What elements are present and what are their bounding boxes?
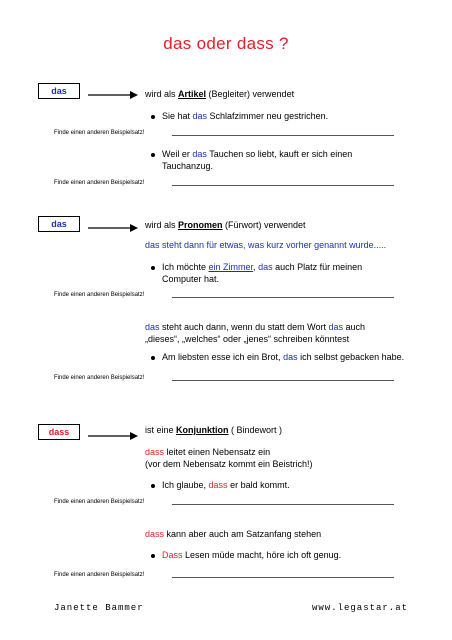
fill-prompt: Finde einen anderen Beispielsatz!	[54, 292, 145, 298]
tag-box-artikel	[38, 83, 80, 99]
page-title: das oder dass ?	[163, 34, 289, 53]
intro-konjunktion: ist eine Konjunktion ( Bindewort )	[145, 425, 283, 435]
rule-pronomen-2-line2: „dieses“, „welches“ oder „jenes“ schreiben könntest	[145, 334, 350, 344]
tag-box-konjunktion	[38, 424, 80, 440]
example-artikel-2: Weil er das Tauchen so liebt, kauft er sich einen	[162, 149, 353, 159]
example-konjunktion-1: Ich glaube, dass er bald kommt.	[162, 480, 290, 490]
footer-site: www.legastar.at	[312, 603, 409, 613]
answer-line[interactable]	[172, 380, 394, 381]
bullet-icon	[151, 266, 155, 270]
example-artikel-1: Sie hat das Schlafzimmer neu gestrichen.	[162, 111, 329, 121]
fill-prompt: Finde einen anderen Beispielsatz!	[54, 572, 145, 578]
intro-artikel: wird als Artikel (Begleiter) verwendet	[145, 89, 295, 99]
tag-box-pronomen	[38, 216, 80, 232]
bullet-icon	[151, 115, 155, 119]
answer-line[interactable]	[172, 185, 394, 186]
rule-pronomen-2: das steht auch dann, wenn du statt dem Wort das auch	[145, 322, 365, 332]
example-konjunktion-2: Dass Lesen müde macht, höre ich oft genug.	[162, 550, 342, 560]
example-artikel-2-line2: Tauchanzug.	[162, 161, 214, 171]
arrow-right-icon	[88, 222, 138, 234]
tag-label: dass	[48, 427, 70, 437]
intro-pronomen: wird als Pronomen (Fürwort) verwendet	[145, 220, 306, 230]
rule-pronomen-1: das steht dann für etwas, was kurz vorher genannt wurde.....	[145, 240, 387, 250]
tag-label: das	[51, 219, 67, 229]
example-pronomen-1: Ich möchte ein Zimmer, das auch Platz für meinen	[162, 262, 363, 272]
answer-line[interactable]	[172, 577, 394, 578]
footer-author: Janette Bammer	[54, 603, 144, 613]
rule-konjunktion-1: dass leitet einen Nebensatz ein	[145, 447, 271, 457]
tag-label: das	[51, 86, 67, 96]
fill-prompt: Finde einen anderen Beispielsatz!	[54, 180, 145, 186]
answer-line[interactable]	[172, 297, 394, 298]
example-pronomen-2: Am liebsten esse ich ein Brot, das ich selbst gebacken habe.	[162, 352, 405, 362]
rule-konjunktion-1-line2: (vor dem Nebensatz kommt ein Beistrich!)	[145, 459, 313, 469]
example-pronomen-1-line2: Computer hat.	[162, 274, 220, 284]
bullet-icon	[151, 554, 155, 558]
fill-prompt: Finde einen anderen Beispielsatz!	[54, 130, 145, 136]
arrow-right-icon	[88, 89, 138, 101]
answer-line[interactable]	[172, 504, 394, 505]
fill-prompt: Finde einen anderen Beispielsatz!	[54, 499, 145, 505]
fill-prompt: Finde einen anderen Beispielsatz!	[54, 375, 145, 381]
bullet-icon	[151, 484, 155, 488]
rule-konjunktion-2: dass kann aber auch am Satzanfang stehen	[145, 529, 322, 539]
bullet-icon	[151, 356, 155, 360]
arrow-right-icon	[88, 430, 138, 442]
answer-line[interactable]	[172, 135, 394, 136]
bullet-icon	[151, 153, 155, 157]
